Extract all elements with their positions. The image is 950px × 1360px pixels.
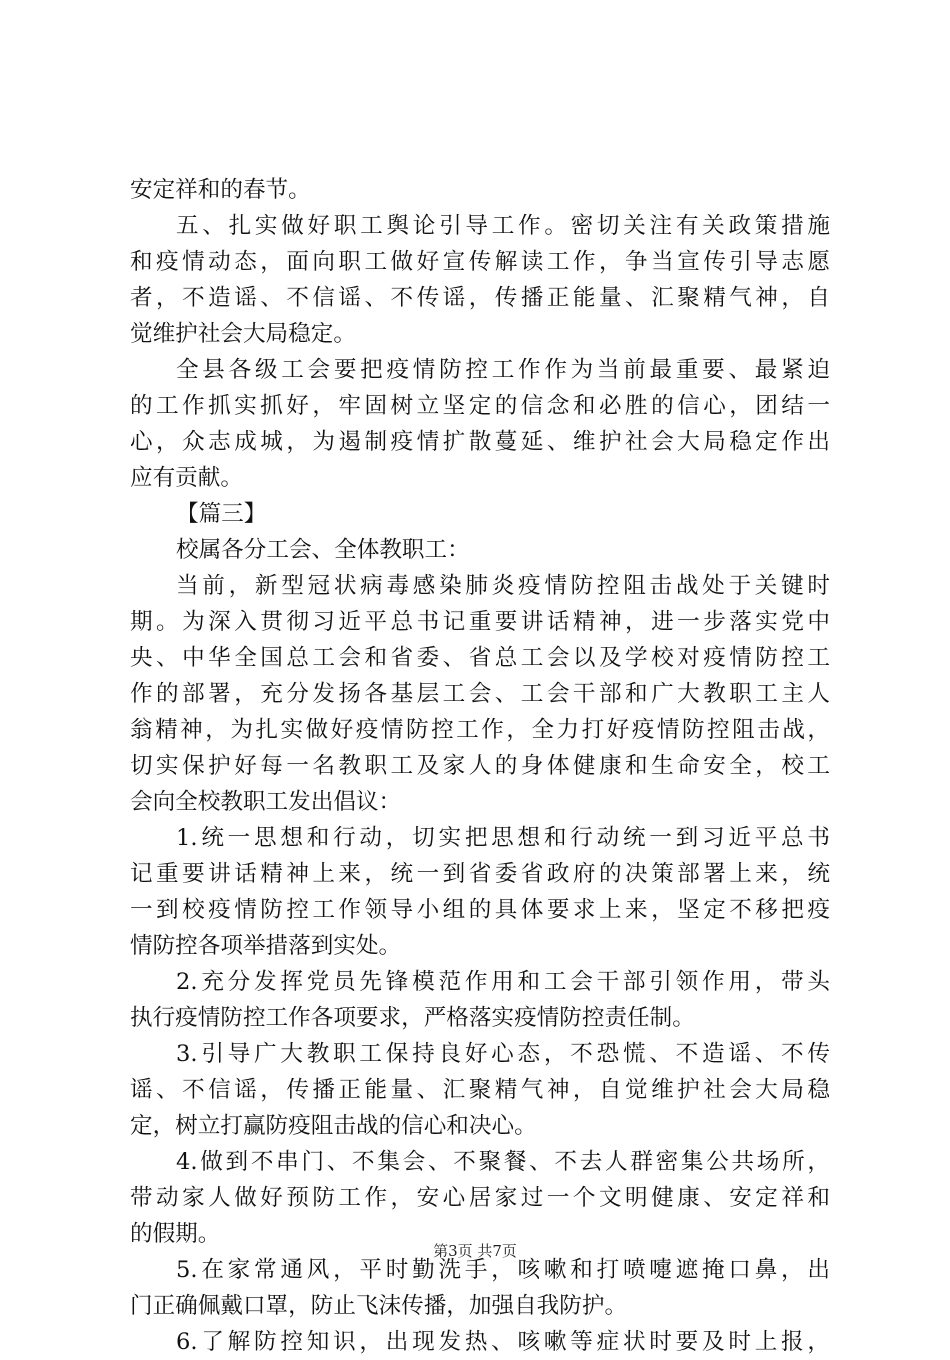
text-line: 期。为深入贯彻习近平总书记重要讲话精神，进一步落实党中 bbox=[130, 609, 830, 635]
text-line: 的假期。 bbox=[130, 1221, 221, 1247]
document-body bbox=[130, 172, 830, 1360]
text-line: 定，树立打赢防疫阻击战的信心和决心。 bbox=[130, 1113, 537, 1139]
text-line: 5.在家常通风，平时勤洗手，咳嗽和打喷嚏遮掩口鼻，出 bbox=[176, 1257, 830, 1283]
text-line: 五、扎实做好职工舆论引导工作。密切关注有关政策措施 bbox=[176, 213, 830, 239]
text-line: 门正确佩戴口罩，防止飞沫传播，加强自我防护。 bbox=[130, 1293, 628, 1319]
text-line: 执行疫情防控工作各项要求，严格落实疫情防控责任制。 bbox=[130, 1005, 695, 1031]
text-line: 作的部署，充分发扬各基层工会、工会干部和广大教职工主人 bbox=[130, 681, 830, 707]
text-line: 4.做到不串门、不集会、不聚餐、不去人群密集公共场所， bbox=[176, 1149, 830, 1175]
text-line: 带动家人做好预防工作，安心居家过一个文明健康、安定祥和 bbox=[130, 1185, 830, 1211]
text-line: 觉维护社会大局稳定。 bbox=[130, 321, 356, 347]
text-line: 谣、不信谣，传播正能量、汇聚精气神，自觉维护社会大局稳 bbox=[130, 1077, 830, 1103]
text-line: 全县各级工会要把疫情防控工作作为当前最重要、最紧迫 bbox=[176, 357, 830, 383]
text-line: 应有贡献。 bbox=[130, 465, 243, 491]
text-line: 当前，新型冠状病毒感染肺炎疫情防控阻击战处于关键时 bbox=[176, 573, 830, 599]
text-line: 切实保护好每一名教职工及家人的身体健康和生命安全，校工 bbox=[130, 753, 830, 779]
text-line: 安定祥和的春节。 bbox=[130, 177, 311, 203]
text-line: 会向全校教职工发出倡议： bbox=[130, 789, 402, 815]
text-line: 和疫情动态，面向职工做好宣传解读工作，争当宣传引导志愿 bbox=[130, 249, 830, 275]
text-line: 心，众志成城，为遏制疫情扩散蔓延、维护社会大局稳定作出 bbox=[130, 429, 830, 455]
text-line: 6.了解防控知识，出现发热、咳嗽等症状时要及时上报， bbox=[176, 1329, 830, 1355]
page-number-label: 第3页 共7页 bbox=[433, 1242, 517, 1260]
text-line: 记重要讲话精神上来，统一到省委省政府的决策部署上来，统 bbox=[130, 861, 830, 887]
page-footer bbox=[0, 1241, 950, 1261]
section-heading: 【篇三】 bbox=[176, 501, 267, 527]
text-line: 情防控各项举措落到实处。 bbox=[130, 933, 402, 959]
text-line: 的工作抓实抓好，牢固树立坚定的信念和必胜的信心，团结一 bbox=[130, 393, 830, 419]
text-line: 一到校疫情防控工作领导小组的具体要求上来，坚定不移把疫 bbox=[130, 897, 830, 923]
text-line: 翁精神，为扎实做好疫情防控工作，全力打好疫情防控阻击战， bbox=[130, 717, 830, 743]
salutation: 校属各分工会、全体教职工： bbox=[176, 537, 470, 563]
text-line: 3.引导广大教职工保持良好心态，不恐慌、不造谣、不传 bbox=[176, 1041, 830, 1067]
text-line: 央、中华全国总工会和省委、省总工会以及学校对疫情防控工 bbox=[130, 645, 830, 671]
text-line: 者，不造谣、不信谣、不传谣，传播正能量、汇聚精气神，自 bbox=[130, 285, 830, 311]
text-line: 1.统一思想和行动，切实把思想和行动统一到习近平总书 bbox=[176, 825, 830, 851]
text-line: 2.充分发挥党员先锋模范作用和工会干部引领作用，带头 bbox=[176, 969, 830, 995]
